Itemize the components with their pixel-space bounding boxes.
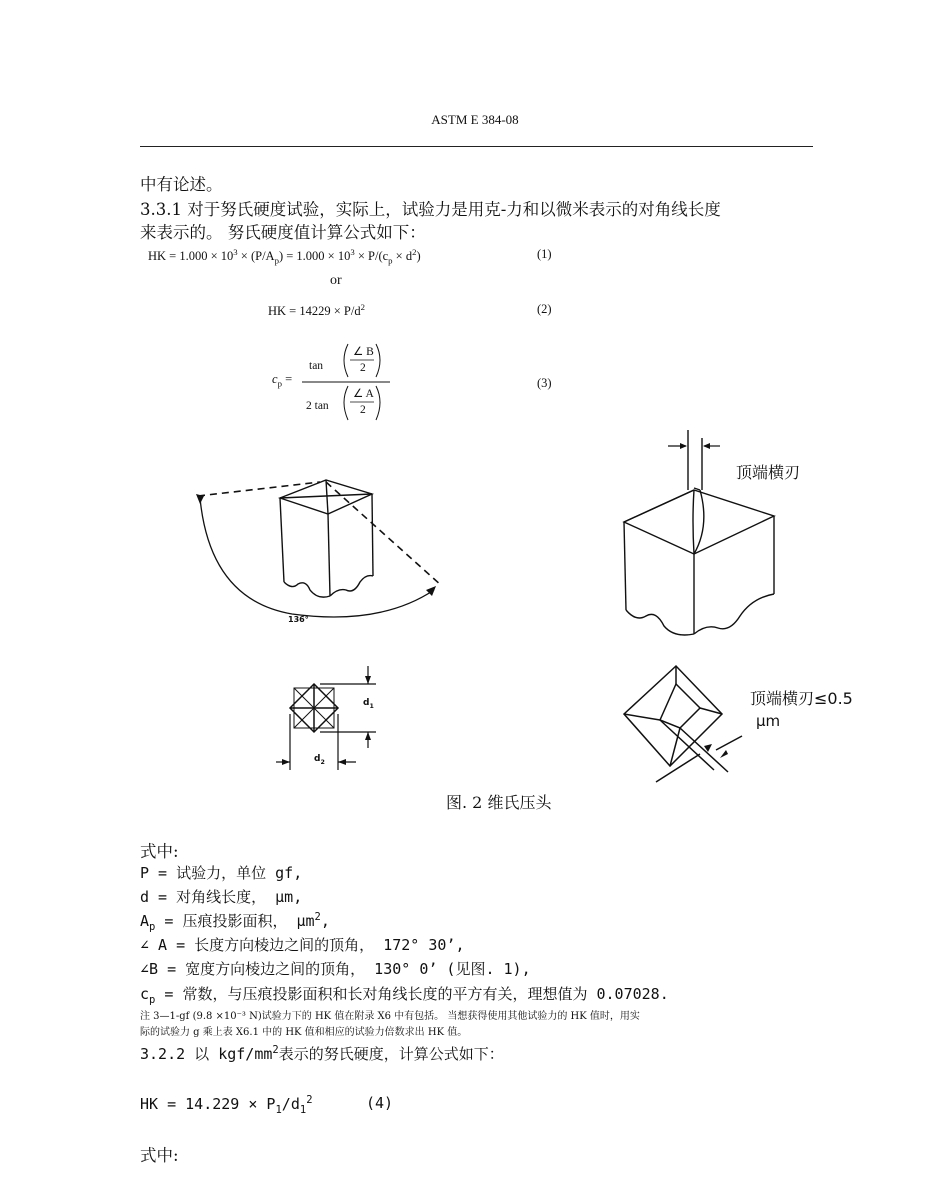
equation-4: HK = $14.229 \times P_1/d_1^2$	[140, 1094, 313, 1116]
equation-3-denominator-fn: 2 tan	[306, 400, 329, 412]
apex-chisel-label-top: 顶端横刃	[736, 463, 801, 482]
equation-3-lhs: $c_p$ =	[272, 372, 293, 389]
apex-chisel-label-bottom-1: 顶端横刃≤0.5	[750, 689, 853, 708]
header-rule	[140, 146, 813, 147]
equation-or: or	[330, 273, 342, 288]
equation-2: HK = $14229 \times P/d^2$	[268, 302, 365, 319]
equation-3-numerator-angle: ∠ B	[353, 346, 374, 358]
vickers-indenter-figure	[180, 430, 880, 800]
equation-3-numerator-den: 2	[360, 362, 366, 374]
equation-3-number: (3)	[537, 376, 552, 390]
equation-1-number: (1)	[537, 247, 552, 261]
section-3-2-2: 3.2.2 以 kgf/$mm^2$表示的努氏硬度，计算公式如下：	[140, 1044, 504, 1063]
apex-chisel-label-bottom-2: μm	[756, 712, 781, 730]
where-title: 式中:	[140, 842, 179, 861]
where-angle-a: ∠ A = 长度方向棱边之间的顶角， 172° 30’,	[140, 936, 465, 954]
equation-3-fraction-lines	[300, 340, 400, 424]
angle-arc	[200, 498, 434, 617]
equation-3-denominator-den: 2	[360, 404, 366, 416]
indenter-chisel-top-view	[624, 666, 742, 782]
indent-top-view	[290, 684, 338, 732]
equation-1: HK = $1.000 \times 10^3 \times (P/A_p) = 1.000 \times 10^3 \times P/(c_p \times d^2)$	[148, 247, 421, 266]
where-cp: $c_p$ = 常数，与压痕投影面积和长对角线长度的平方有关，理想值为 0.07028.	[140, 985, 669, 1006]
angle-label: 136°	[288, 615, 309, 624]
note-3-line2: 际的试验力 g 乘上表 X6.1 中的 HK 值和相应的试验力倍数求出 HK 值。	[140, 1027, 468, 1038]
equation-4-number: (4)	[366, 1094, 394, 1112]
where-ap: $A_p$ = 压痕投影面积， $\mu m^2$,	[140, 911, 330, 933]
d1-label: $d_1$	[363, 698, 374, 710]
where-end: 式中:	[140, 1146, 179, 1165]
intro-line: 中有论述。	[140, 175, 223, 194]
indenter-side-view	[280, 480, 373, 597]
where-angle-b: ∠B = 宽度方向棱边之间的顶角， 130° 0’ (见图. 1),	[140, 960, 531, 978]
equation-3-numerator-fn: tan	[309, 360, 324, 372]
d2-label: $d_2$	[314, 754, 325, 766]
where-p: P = 试验力，单位 gf,	[140, 864, 303, 882]
section-3-3-1-line2: 来表示的。 努氏硬度值计算公式如下：	[140, 223, 426, 242]
page-header: ASTM E 384-08	[431, 112, 519, 127]
angle-dashed-lines	[198, 482, 442, 586]
where-d: d = 对角线长度， μm,	[140, 888, 303, 906]
section-3-3-1-line1: 3.3.1 对于努氏硬度试验，实际上，试验力是用克-力和以微米表示的对角线长度	[140, 200, 721, 219]
figure-caption: 图. 2 维氏压头	[446, 793, 552, 812]
equation-2-number: (2)	[537, 302, 552, 316]
equation-3-denominator-angle: ∠ A	[353, 388, 374, 400]
note-3-line1: 注 3—1-gf (9.8 ×10⁻³ N)试验力下的 HK 值在附录 X6 中有包括。 当想获得使用其他试验力的 HK 值时，用实	[140, 1011, 640, 1022]
